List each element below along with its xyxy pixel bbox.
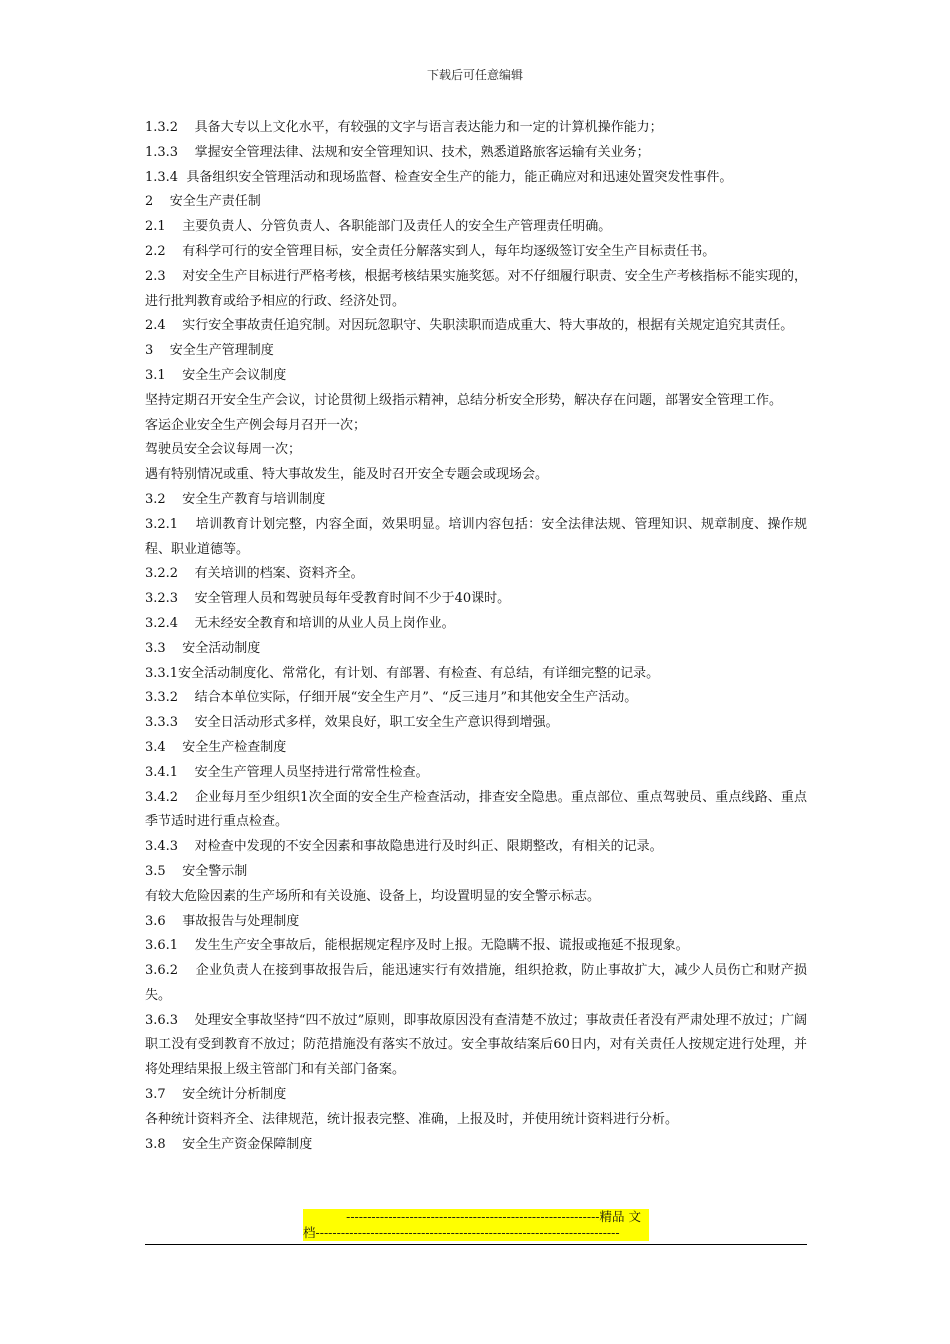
paragraph: 3.3.3 安全日活动形式多样，效果良好，职工安全生产意识得到增强。 [145, 715, 559, 731]
paragraph: 3.2.4 无未经安全教育和培训的从业人员上岗作业。 [145, 615, 455, 631]
paragraph: 驾驶员安全会议每周一次； [145, 442, 302, 458]
paragraph: 2.2 有科学可行的安全管理目标，安全责任分解落实到人，每年均逐级签订安全生产目标责任书。 [145, 243, 716, 259]
paragraph: 3.2.2 有关培训的档案、资料齐全。 [145, 566, 364, 582]
paragraph: 2 安全生产责任制 [145, 194, 261, 210]
paragraph: 客运企业安全生产例会每月召开一次； [145, 417, 367, 433]
paragraph: 3.5 安全警示制 [145, 863, 248, 879]
paragraph: 3.6.1 发生生产安全事故后，能根据规定程序及时上报。无隐瞒不报、谎报或拖延不报现象。 [145, 938, 689, 954]
paragraph: 坚持定期召开安全生产会议，讨论贯彻上级指示精神，总结分析安全形势，解决存在问题，部署安全管理工作。 [145, 392, 783, 408]
paragraph: 3.4.2 企业每月至少组织1次全面的安全生产检查活动，排查安全隐患。重点部位、重点驾驶员、重点线路、重点季节适时进行重点检查。 [145, 789, 807, 830]
paragraph: 3.8 安全生产资金保障制度 [145, 1136, 313, 1152]
paragraph: 3.6.3 处理安全事故坚持“四不放过”原则，即事故原因没有查清楚不放过；事故责任者没有严肃处理不放过；广阔职工没有受到教育不放过；防范措施没有落实不放过。安全事故结案后60日内，对有关责任人按规定进行处理，并将处理结果报上级主管部门和有关部门备案。 [145, 1012, 807, 1078]
paragraph: 3.4.1 安全生产管理人员坚持进行常常性检查。 [145, 764, 429, 780]
paragraph: 3 安全生产管理制度 [145, 343, 274, 359]
paragraph: 1.3.4 具备组织安全管理活动和现场监督、检查安全生产的能力，能正确应对和迅速处置突发性事件。 [145, 169, 733, 185]
paragraph: 3.4 安全生产检查制度 [145, 739, 287, 755]
footer-line-1: ------------------------------------------------------------精品 文 [346, 1209, 641, 1224]
paragraph: 3.1 安全生产会议制度 [145, 367, 287, 383]
paragraph: 有较大危险因素的生产场所和有关设施、设备上，均设置明显的安全警示标志。 [145, 888, 601, 904]
paragraph: 3.6.2 企业负责人在接到事故报告后，能迅速实行有效措施，组织抢救，防止事故扩大，减少人员伤亡和财产损失。 [145, 963, 807, 1003]
paragraph: 3.6 事故报告与处理制度 [145, 913, 300, 929]
footer-watermark [303, 1209, 649, 1241]
paragraph: 3.4.3 对检查中发现的不安全因素和事故隐患进行及时纠正、限期整改，有相关的记录。 [145, 839, 663, 855]
paragraph: 3.2 安全生产教育与培训制度 [145, 491, 326, 507]
page-header: 下载后可任意编辑 [426, 68, 523, 82]
paragraph: 3.3.1安全活动制度化、常常化，有计划、有部署、有检查、有总结，有详细完整的记录。 [145, 665, 660, 681]
paragraph: 3.7 安全统计分析制度 [145, 1087, 287, 1103]
paragraph: 3.3.2 结合本单位实际，仔细开展“安全生产月”、“反三违月”和其他安全生产活动。 [145, 690, 638, 706]
paragraph: 3.2.1 培训教育计划完整，内容全面，效果明显。培训内容包括：安全法律法规、管理知识、规章制度、操作规程、职业道德等。 [145, 516, 807, 557]
paragraph: 3.3 安全活动制度 [145, 640, 261, 656]
footer-rule [145, 1244, 807, 1245]
paragraph: 1.3.2 具备大专以上文化水平，有较强的文字与语言表达能力和一定的计算机操作能力； [145, 120, 663, 135]
paragraph: 3.2.3 安全管理人员和驾驶员每年受教育时间不少于40课时。 [145, 591, 511, 607]
paragraph: 各种统计资料齐全、法律规范，统计报表完整、准确，上报及时，并使用统计资料进行分析。 [145, 1111, 679, 1127]
paragraph: 1.3.3 掌握安全管理法律、法规和安全管理知识、技术，熟悉道路旅客运输有关业务； [145, 144, 650, 160]
paragraph: 遇有特别情况或重、特大事故发生，能及时召开安全专题会或现场会。 [145, 467, 549, 483]
paragraph: 2.3 对安全生产目标进行严格考核，根据考核结果实施奖惩。对不仔细履行职责、安全生产考核指标不能实现的，进行批判教育或给予相应的行政、经济处罚。 [145, 268, 807, 309]
document-body [145, 116, 807, 1157]
paragraph: 2.4 实行安全事故责任追究制。对因玩忽职守、失职渎职而造成重大、特大事故的，根据有关规定追究其责任。 [145, 318, 794, 334]
paragraph: 2.1 主要负责人、分管负责人、各职能部门及责任人的安全生产管理责任明确。 [145, 219, 612, 235]
footer-line-2: 档------------------------------------------------------------------------ [303, 1225, 620, 1240]
